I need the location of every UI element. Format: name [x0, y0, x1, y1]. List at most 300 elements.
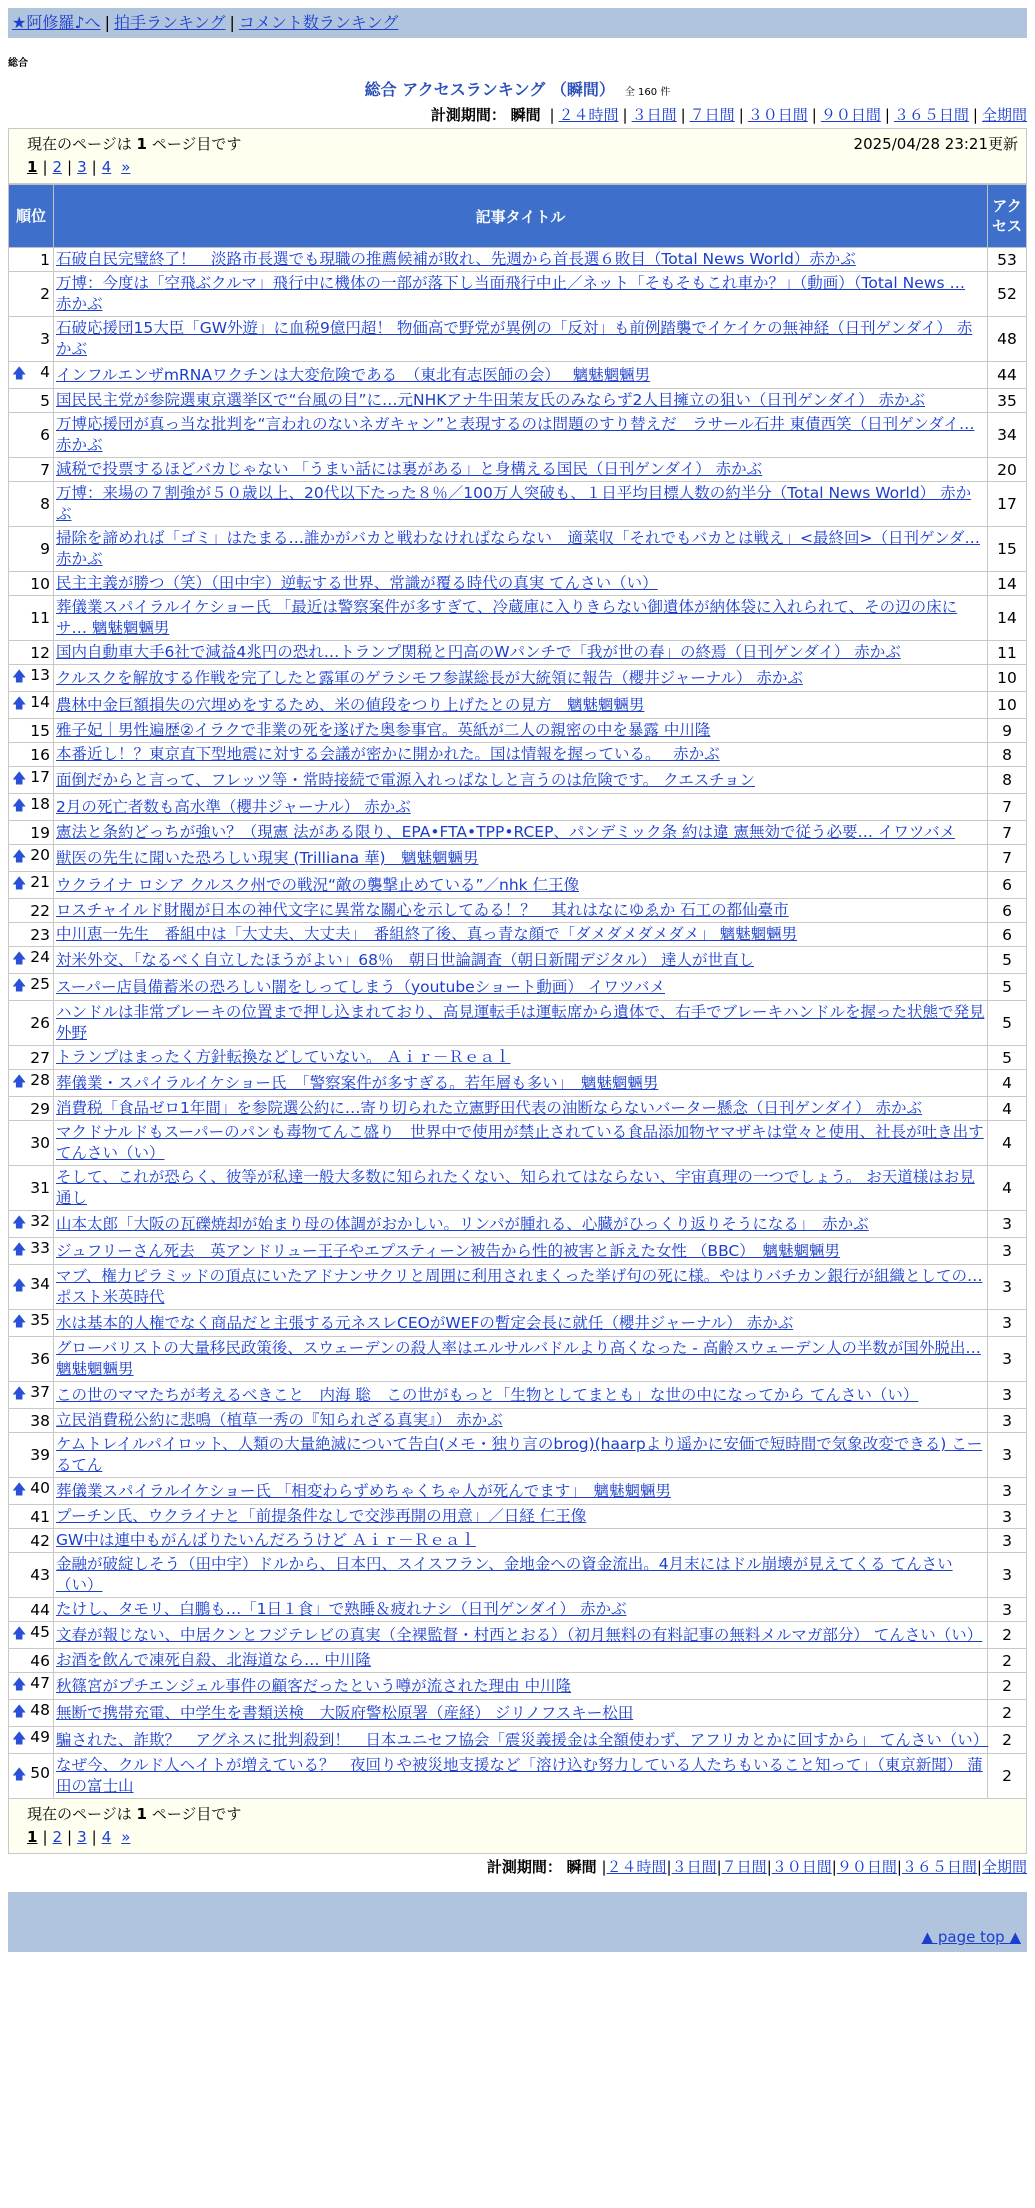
title-cell: [54, 1649, 988, 1673]
rank-cell: [9, 794, 54, 821]
article-link[interactable]: 水は基本的人権でなく商品だと主張する元ネスレCEOがWEFの暫定会長に就任（櫻井ジャーナル） 赤かぶ: [56, 1313, 794, 1332]
table-row: [9, 1001, 1027, 1046]
table-row: [9, 1673, 1027, 1700]
title-header: 記事タイトル: [54, 185, 988, 248]
period-link[interactable]: ９０日間: [836, 1858, 897, 1876]
access-count: 3: [988, 1433, 1027, 1478]
article-link[interactable]: 金融が破綻しそう（田中宇）ドルから、日本円、スイスフラン、金地金への資金流出。4月末にはドル崩壊が見えてくる てんさい（い）: [56, 1555, 953, 1594]
rank-cell: [9, 1598, 54, 1622]
rank-up-arrow-icon: 🡅: [12, 669, 27, 685]
article-link[interactable]: 中川恵一先生 番組中は「大丈夫、大丈夫」 番組終了後、真っ青な顔で「ダメダメダメダメ」 魑魅魍魎男: [56, 925, 798, 943]
rank-cell: [9, 974, 54, 1001]
article-link[interactable]: 文春が報じない、中居クンとフジテレビの真実（全裸監督・村西とおる）（初月無料の有料記事の無料メルマガ部分） てんさい（い）: [56, 1625, 983, 1644]
access-count: 6: [988, 899, 1027, 923]
page-separator: |: [91, 158, 97, 176]
article-link[interactable]: 万博：来場の７割強が５０歳以上、20代以下たった８％／100万人突破も、１日平均目標人数の約半分（Total News World） 赤かぶ: [56, 484, 972, 523]
rank-cell: [9, 872, 54, 899]
title-cell: [54, 794, 988, 821]
period-link[interactable]: ３０日間: [771, 1858, 832, 1876]
rank-number: 4: [40, 363, 50, 381]
access-count: 3: [988, 1529, 1027, 1553]
article-link[interactable]: 石破応援団15大臣「GW外遊」に血税9億円超！ 物価高で野党が異例の「反対」も前例踏襲でイケイケの無神経（日刊ゲンダイ） 赤かぶ: [56, 319, 973, 358]
article-link[interactable]: プーチン氏、ウクライナと「前提条件なしで交渉再開の用意」／日経 仁王像: [56, 1507, 587, 1525]
page-separator: |: [42, 158, 48, 176]
title-cell: [54, 692, 988, 719]
access-count: 3: [988, 1505, 1027, 1529]
rank-cell: [9, 596, 54, 641]
title-cell: [54, 1265, 988, 1310]
table-row: [9, 1649, 1027, 1673]
table-row: [9, 641, 1027, 665]
article-link[interactable]: 民主主義が勝つ（笑）（田中宇）逆転する世界、常識が覆る時代の真実 てんさい（い）: [56, 574, 658, 592]
title-cell: [54, 1121, 988, 1166]
access-count: 3: [988, 1265, 1027, 1310]
title-cell: [54, 362, 988, 389]
period-link[interactable]: 全期間: [981, 106, 1027, 124]
page-next-link[interactable]: »: [121, 1828, 131, 1846]
article-link[interactable]: お酒を飲んで凍死自殺、北海道なら… 中川隆: [56, 1651, 371, 1669]
table-row: [9, 1598, 1027, 1622]
table-row: [9, 1505, 1027, 1529]
article-link[interactable]: そして、これが恐らく、彼等が私達一般大多数に知られたくない、知られてはならない、宇宙真理の一つでしょう。 お天道様はお見通し: [56, 1168, 975, 1207]
rank-cell: [9, 1382, 54, 1409]
title-cell: [54, 767, 988, 794]
article-link[interactable]: この世のママたちが考えるべきこと 内海 聡 この世がもっと「生物としてまとも」な世の中になってから てんさい（い）: [56, 1385, 919, 1404]
category-label: 総合: [8, 58, 28, 69]
article-link[interactable]: 憲法と条約どっちが強い？（現憲 法がある限り、EPA•FTA•TPP•RCEP、パンデミック条 約は違 憲無効で従う必要… イワツバメ: [56, 823, 956, 841]
table-row: [9, 1238, 1027, 1265]
rank-cell: [9, 1727, 54, 1754]
title-cell: [54, 1337, 988, 1382]
access-count: 14: [988, 572, 1027, 596]
rank-number: 35: [30, 1311, 50, 1329]
rank-number: 32: [30, 1212, 50, 1230]
page-separator: |: [67, 1828, 73, 1846]
rank-number: 37: [30, 1383, 50, 1401]
title-cell: [54, 1433, 988, 1478]
access-count: 4: [988, 1097, 1027, 1121]
rank-cell: [9, 1553, 54, 1598]
title-cell: [54, 572, 988, 596]
rank-cell: [9, 845, 54, 872]
rank-cell: [9, 1211, 54, 1238]
nav-separator: |: [229, 13, 235, 32]
page-link[interactable]: 3: [77, 158, 87, 176]
period-link[interactable]: ９０日間: [820, 106, 881, 124]
article-link[interactable]: ハンドルは非常ブレーキの位置まで押し込まれており、高見運転手は運転席から遺体で、右手でブレーキハンドルを握った状態で発見 外野: [56, 1003, 985, 1042]
page-top-link[interactable]: ▲ page top ▲: [921, 1928, 1021, 1946]
access-count: 11: [988, 641, 1027, 665]
access-header: アクセス: [988, 185, 1027, 248]
period-separator: |: [896, 1858, 902, 1876]
table-row: [9, 317, 1027, 362]
rank-up-arrow-icon: 🡅: [12, 771, 27, 787]
article-link[interactable]: 対米外交、「なるべく自立したほうがよい」68％ 朝日世論調査（朝日新聞デジタル） 達人が世直し: [56, 950, 754, 969]
rank-number: 7: [40, 460, 50, 479]
table-row: [9, 1700, 1027, 1727]
title-cell: [54, 248, 988, 272]
article-link[interactable]: 雅子妃｜男性遍歴②イラクで非業の死を遂げた奥参事官。英紙が二人の親密の中を暴露 中川隆: [56, 721, 711, 739]
page-link[interactable]: 4: [101, 158, 112, 176]
table-row: [9, 947, 1027, 974]
title-cell: [54, 1211, 988, 1238]
page-title: 総合 アクセスランキング （瞬間）: [364, 80, 615, 99]
rank-up-arrow-icon: 🡅: [12, 1482, 27, 1498]
rank-number: 19: [30, 823, 50, 842]
article-link[interactable]: なぜ今、クルド人ヘイトが増えている？ 夜回りや被災地支援など「溶け込む努力している人たちもいること知って」（東京新聞） 蒲田の富士山: [56, 1756, 983, 1795]
article-link[interactable]: 国内自動車大手6社で減益4兆円の恐れ…トランプ関税と円高のWパンチで「我が世の春」の終焉（日刊ゲンダイ） 赤かぶ: [56, 643, 901, 661]
rank-header: 順位: [9, 185, 54, 248]
access-count: 5: [988, 1001, 1027, 1046]
access-count: 20: [988, 458, 1027, 482]
rank-number: 28: [30, 1071, 50, 1089]
access-count: 17: [988, 482, 1027, 527]
rank-cell: [9, 1046, 54, 1070]
title-cell: [54, 1673, 988, 1700]
rank-cell: [9, 665, 54, 692]
table-row: [9, 872, 1027, 899]
rank-up-arrow-icon: 🡅: [12, 1278, 27, 1294]
table-row: [9, 272, 1027, 317]
title-cell: [54, 641, 988, 665]
rank-cell: [9, 1433, 54, 1478]
current-page-text: 現在のページは 1 ページ目です: [27, 1805, 242, 1823]
article-link[interactable]: ジュフリーさん死去 英アンドリュー王子やエプスティーン被告から性的被害と訴えた女性 （BBC） 魑魅魍魎男: [56, 1241, 841, 1260]
access-count: 3: [988, 1337, 1027, 1382]
rank-number: 46: [30, 1651, 50, 1670]
title-cell: [54, 899, 988, 923]
access-count: 2: [988, 1700, 1027, 1727]
rank-number: 38: [30, 1411, 50, 1430]
rank-number: 43: [30, 1566, 50, 1584]
rank-cell: [9, 317, 54, 362]
rank-cell: [9, 1622, 54, 1649]
access-count: 6: [988, 923, 1027, 947]
rank-up-arrow-icon: 🡅: [12, 1767, 27, 1783]
period-separator: |: [680, 106, 686, 124]
rank-number: 8: [40, 495, 50, 513]
rank-cell: [9, 482, 54, 527]
rank-number: 14: [30, 693, 50, 711]
rank-number: 10: [30, 574, 50, 593]
title-cell: [54, 596, 988, 641]
rank-number: 30: [30, 1134, 50, 1152]
article-link[interactable]: 葬儀業スパイラルイケショー氏 「相変わらずめちゃくちゃ人が死んでます」 魑魅魍魎男: [56, 1481, 672, 1500]
article-link[interactable]: 獣医の先生に聞いた恐ろしい現実 (Trilliana 華) 魑魅魍魎男: [56, 848, 479, 867]
access-count: 3: [988, 1598, 1027, 1622]
article-link[interactable]: 山本太郎「大阪の瓦礫焼却が始まり母の体調がおかしい。リンパが腫れる、心臓がひっくり返りそうになる」 赤かぶ: [56, 1214, 869, 1233]
table-row: [9, 845, 1027, 872]
title-cell: [54, 974, 988, 1001]
article-link[interactable]: ロスチャイルド財閥が日本の神代文字に異常な關心を示してゐる！？ 其れはなにゆゑか 石工の都仙臺市: [56, 901, 789, 919]
table-row: [9, 1166, 1027, 1211]
table-row: [9, 1754, 1027, 1799]
article-link[interactable]: トランプはまったく方針転換などしていない。 Ａｉｒ－Ｒｅａｌ: [56, 1048, 511, 1066]
rank-cell: [9, 272, 54, 317]
period-link[interactable]: ３０日間: [747, 106, 808, 124]
rank-cell: [9, 1265, 54, 1310]
article-link[interactable]: グローバリストの大量移民政策後、スウェーデンの殺人率はエルサルバドルより高くなった - 高齢スウェーデン人の半数が国外脱出… 魑魅魍魎男: [56, 1339, 981, 1378]
table-row: [9, 1382, 1027, 1409]
rank-up-arrow-icon: 🡅: [12, 1242, 27, 1258]
article-link[interactable]: 掃除を諦めれば「ゴミ」はたまる…誰かがバカと戦わなければならない 適菜収「それでもバカとは戦え」<最終回>（日刊ゲンダ… 赤かぶ: [56, 529, 981, 568]
rank-up-arrow-icon: 🡅: [12, 1074, 27, 1090]
access-count: 3: [988, 1409, 1027, 1433]
rank-up-arrow-icon: 🡅: [12, 1731, 27, 1747]
period-separator: |: [884, 106, 890, 124]
table-row: [9, 1409, 1027, 1433]
top-nav-bar: [8, 8, 1027, 38]
article-link[interactable]: 葬儀業スパイラルイケショー氏 「最近は警察案件が多すぎて、冷蔵庫に入りきらない御遺体が納体袋に入れられて、その辺の床にサ… 魑魅魍魎男: [56, 598, 958, 637]
period-link[interactable]: ３６５日間: [893, 106, 969, 124]
article-link[interactable]: 万博応援団が真っ当な批判を“言われのないネガキャン”と表現するのは問題のすり替えだ ラサール石井 東債西笑（日刊ゲンダイ… 赤かぶ: [56, 415, 975, 454]
access-count: 2: [988, 1649, 1027, 1673]
article-link[interactable]: 石破自民完璧終了！ 淡路市長選でも現職の推薦候補が敗れ、先週から首長選６敗目（Total News World）赤かぶ: [56, 250, 856, 268]
article-link[interactable]: 万博：今度は「空飛ぶクルマ」飛行中に機体の一部が落下し当面飛行中止／ネット「そもそもこれ車か？」（動画）（Total News … 赤かぶ: [56, 274, 965, 313]
rank-cell: [9, 1121, 54, 1166]
rank-up-arrow-icon: 🡅: [12, 1704, 27, 1720]
article-link[interactable]: 減税で投票するほどバカじゃない 「うまい話には裏がある」と身構える国民（日刊ゲンダイ） 赤かぶ: [56, 460, 763, 478]
access-count: 5: [988, 1046, 1027, 1070]
title-cell: [54, 317, 988, 362]
title-cell: [54, 1622, 988, 1649]
rank-up-arrow-icon: 🡅: [12, 849, 27, 865]
rank-number: 16: [30, 745, 50, 764]
rank-number: 27: [30, 1048, 50, 1067]
access-count: 35: [988, 389, 1027, 413]
period-link[interactable]: ２４時間: [558, 106, 619, 124]
article-link[interactable]: 2月の死亡者数も高水準（櫻井ジャーナル） 赤かぶ: [56, 797, 411, 816]
current-page-text: 現在のページは 1 ページ目です: [27, 135, 242, 153]
title-cell: [54, 1046, 988, 1070]
table-row: [9, 665, 1027, 692]
article-link[interactable]: 消費税「食品ゼロ1年間」を参院選公約に…寄り切られた立憲野田代表の油断ならないバーター懸念（日刊ゲンダイ） 赤かぶ: [56, 1099, 923, 1117]
rank-cell: [9, 1097, 54, 1121]
access-count: 3: [988, 1478, 1027, 1505]
period-separator: |: [601, 1858, 607, 1876]
period-label: 計測期間：: [430, 106, 506, 124]
rank-cell: [9, 1673, 54, 1700]
rank-number: 40: [30, 1479, 50, 1497]
rank-number: 42: [30, 1531, 50, 1550]
period-separator: |: [972, 106, 978, 124]
access-count: 3: [988, 1310, 1027, 1337]
rank-cell: [9, 1700, 54, 1727]
rank-number: 26: [30, 1014, 50, 1032]
table-row: [9, 923, 1027, 947]
article-link[interactable]: 秋篠宮がプチエンジェル事件の顧客だったという噂が流された理由 中川隆: [56, 1676, 572, 1695]
table-row: [9, 767, 1027, 794]
table-row: [9, 1553, 1027, 1598]
period-selector-top: [0, 102, 1027, 128]
rank-up-arrow-icon: 🡅: [12, 798, 27, 814]
rank-cell: [9, 719, 54, 743]
page-link-current[interactable]: 1: [27, 158, 38, 176]
article-link[interactable]: たけし、タモリ、白鵬も…「1日１食」で熟睡＆疲れナシ（日刊ゲンダイ） 赤かぶ: [56, 1600, 627, 1618]
rank-up-arrow-icon: 🡅: [12, 978, 27, 994]
access-count: 5: [988, 947, 1027, 974]
article-link[interactable]: 無断で携帯充電、中学生を書類送検 大阪府警松原署（産経） ジリノフスキー松田: [56, 1703, 634, 1722]
item-count: 全 160 件: [624, 87, 671, 98]
table-row: [9, 413, 1027, 458]
period-selector-bottom: [0, 1854, 1027, 1880]
article-link[interactable]: 農林中金巨額損失の穴埋めをするため、米の値段をつり上げたとの見方 魑魅魍魎男: [56, 695, 645, 714]
access-count: 3: [988, 1553, 1027, 1598]
article-link[interactable]: 騙された、詐欺？ アグネスに批判殺到！ 日本ユニセフ協会「震災義援金は全額使わず、アフリカとかに回すから」 てんさい（い）: [56, 1730, 989, 1749]
article-link[interactable]: 本番近し！？東京直下型地震に対する会議が密かに開かれた。国は情報を握っている。 赤かぶ: [56, 745, 720, 763]
rank-cell: [9, 572, 54, 596]
rank-number: 21: [30, 873, 50, 891]
table-row: [9, 1727, 1027, 1754]
article-link[interactable]: GW中は連中もがんばりたいんだろうけど Ａｉｒ－Ｒｅａｌ: [56, 1531, 476, 1549]
rank-number: 17: [30, 768, 50, 786]
page-next-link[interactable]: »: [121, 158, 131, 176]
title-cell: [54, 1505, 988, 1529]
page-link[interactable]: 2: [52, 158, 63, 176]
rank-number: 23: [30, 925, 50, 944]
title-cell: [54, 845, 988, 872]
period-link[interactable]: 全期間: [981, 1858, 1027, 1876]
rank-up-arrow-icon: 🡅: [12, 876, 27, 892]
rank-number: 11: [30, 609, 50, 627]
rank-number: 1: [40, 250, 50, 269]
rank-number: 45: [30, 1623, 50, 1641]
title-cell: [54, 458, 988, 482]
table-row: [9, 482, 1027, 527]
rank-cell: [9, 458, 54, 482]
title-cell: [54, 923, 988, 947]
title-cell: [54, 482, 988, 527]
access-count: 8: [988, 743, 1027, 767]
period-link[interactable]: ３６５日間: [901, 1858, 977, 1876]
nav-comment-ranking-link[interactable]: コメント数ランキング: [238, 13, 399, 32]
period-link[interactable]: ３日間: [631, 106, 677, 124]
title-cell: [54, 743, 988, 767]
table-row: [9, 527, 1027, 572]
table-row: [9, 1337, 1027, 1382]
page-separator: |: [42, 1828, 48, 1846]
period-separator: |: [811, 106, 817, 124]
article-link[interactable]: クルスクを解放する作戦を完了したと露軍のゲラシモフ参謀総長が大統領に報告（櫻井ジャーナル） 赤かぶ: [56, 668, 803, 687]
access-count: 52: [988, 272, 1027, 317]
table-row: [9, 1622, 1027, 1649]
pager-bottom: [8, 1799, 1027, 1854]
table-row: [9, 1097, 1027, 1121]
access-count: 10: [988, 692, 1027, 719]
table-row: [9, 743, 1027, 767]
period-link[interactable]: ７日間: [721, 1858, 767, 1876]
table-row: [9, 1433, 1027, 1478]
rank-cell: [9, 821, 54, 845]
rank-number: 15: [30, 721, 50, 740]
rank-number: 34: [30, 1275, 50, 1293]
article-link[interactable]: 立民消費税公約に悲鳴（植草一秀の『知られざる真実』） 赤かぶ: [56, 1411, 503, 1429]
title-cell: [54, 272, 988, 317]
period-separator: |: [716, 1858, 722, 1876]
nav-home-link[interactable]: ★阿修羅♪へ: [12, 13, 101, 32]
title-cell: [54, 719, 988, 743]
article-link[interactable]: ウクライナ ロシア クルスク州での戦況“敵の襲撃止めている”／nhk 仁王像: [56, 875, 580, 894]
nav-applause-ranking-link[interactable]: 拍手ランキング: [113, 13, 226, 32]
access-count: 44: [988, 362, 1027, 389]
rank-up-arrow-icon: 🡅: [12, 951, 27, 967]
title-cell: [54, 1166, 988, 1211]
rank-up-arrow-icon: 🡅: [12, 1314, 27, 1330]
rank-cell: [9, 1529, 54, 1553]
access-count: 53: [988, 248, 1027, 272]
rank-cell: [9, 1310, 54, 1337]
period-link[interactable]: ３日間: [671, 1858, 717, 1876]
title-cell: [54, 1754, 988, 1799]
table-row: [9, 1121, 1027, 1166]
rank-number: 2: [40, 285, 50, 303]
access-count: 34: [988, 413, 1027, 458]
table-row: [9, 1310, 1027, 1337]
rank-up-arrow-icon: 🡅: [12, 696, 27, 712]
access-count: 3: [988, 1238, 1027, 1265]
table-row: [9, 1529, 1027, 1553]
title-cell: [54, 821, 988, 845]
table-row: [9, 1265, 1027, 1310]
title-cell: [54, 1097, 988, 1121]
table-row: [9, 596, 1027, 641]
period-separator: |: [766, 1858, 772, 1876]
period-link[interactable]: ２４時間: [606, 1858, 667, 1876]
table-row: [9, 389, 1027, 413]
access-count: 4: [988, 1070, 1027, 1097]
page-link[interactable]: 4: [101, 1828, 112, 1846]
rank-cell: [9, 1409, 54, 1433]
rank-cell: [9, 767, 54, 794]
rank-number: 36: [30, 1350, 50, 1368]
rank-number: 49: [30, 1728, 50, 1746]
article-link[interactable]: ケムトレイルパイロット、人類の大量絶滅について告白(メモ・独り言のbrog)(haarpより遥かに安価で短時間で気象改変できる) こーるてん: [56, 1435, 983, 1474]
period-separator: |: [976, 1858, 982, 1876]
period-separator: |: [666, 1858, 672, 1876]
article-link[interactable]: 葬儀業・スパイラルイケショー氏 「警察案件が多すぎる。若年層も多い」 魑魅魍魎男: [56, 1073, 659, 1092]
rank-number: 29: [30, 1099, 50, 1118]
article-link[interactable]: スーパー店員備蓄米の恐ろしい闇をしってしまう（youtubeショート動画） イワツバメ: [56, 977, 666, 996]
rank-cell: [9, 923, 54, 947]
table-row: [9, 458, 1027, 482]
article-link[interactable]: 国民民主党が参院選東京選挙区で“台風の目”に…元NHKアナ牛田茉友氏のみならず2人目擁立の狙い（日刊ゲンダイ） 赤かぶ: [56, 391, 926, 409]
table-row: [9, 794, 1027, 821]
page-link-current[interactable]: 1: [27, 1828, 38, 1846]
article-link[interactable]: 面倒だからと言って、フレッツ等・常時接続で電源入れっぱなしと言うのは危険です。 クエスチョン: [56, 770, 756, 789]
table-row: [9, 821, 1027, 845]
page-link[interactable]: 2: [52, 1828, 63, 1846]
table-row: [9, 1070, 1027, 1097]
period-current: 瞬間: [510, 106, 541, 124]
table-row: [9, 248, 1027, 272]
period-link[interactable]: ７日間: [689, 106, 735, 124]
period-current: 瞬間: [566, 1858, 597, 1876]
rank-number: 44: [30, 1600, 50, 1619]
rank-cell: [9, 248, 54, 272]
title-cell: [54, 872, 988, 899]
footer-bar: [8, 1892, 1027, 1922]
article-link[interactable]: マクドナルドもスーパーのパンも毒物てんこ盛り 世界中で使用が禁止されている食品添加物ヤマザキは堂々と使用、社長が吐き出す てんさい（い）: [56, 1123, 984, 1162]
page-link[interactable]: 3: [77, 1828, 87, 1846]
access-count: 6: [988, 872, 1027, 899]
article-link[interactable]: マブ、権力ピラミッドの頂点にいたアドナンサクリと周囲に利用されまくった挙げ句の死に様。やはりバチカン銀行が組織としての… ポスト米英時代: [56, 1267, 983, 1306]
rank-number: 24: [30, 948, 50, 966]
rank-cell: [9, 743, 54, 767]
title-cell: [54, 1529, 988, 1553]
period-separator: |: [622, 106, 628, 124]
article-link[interactable]: インフルエンザmRNAワクチンは大変危険である （東北有志医師の会） 魑魅魍魎男: [56, 365, 651, 384]
access-count: 10: [988, 665, 1027, 692]
